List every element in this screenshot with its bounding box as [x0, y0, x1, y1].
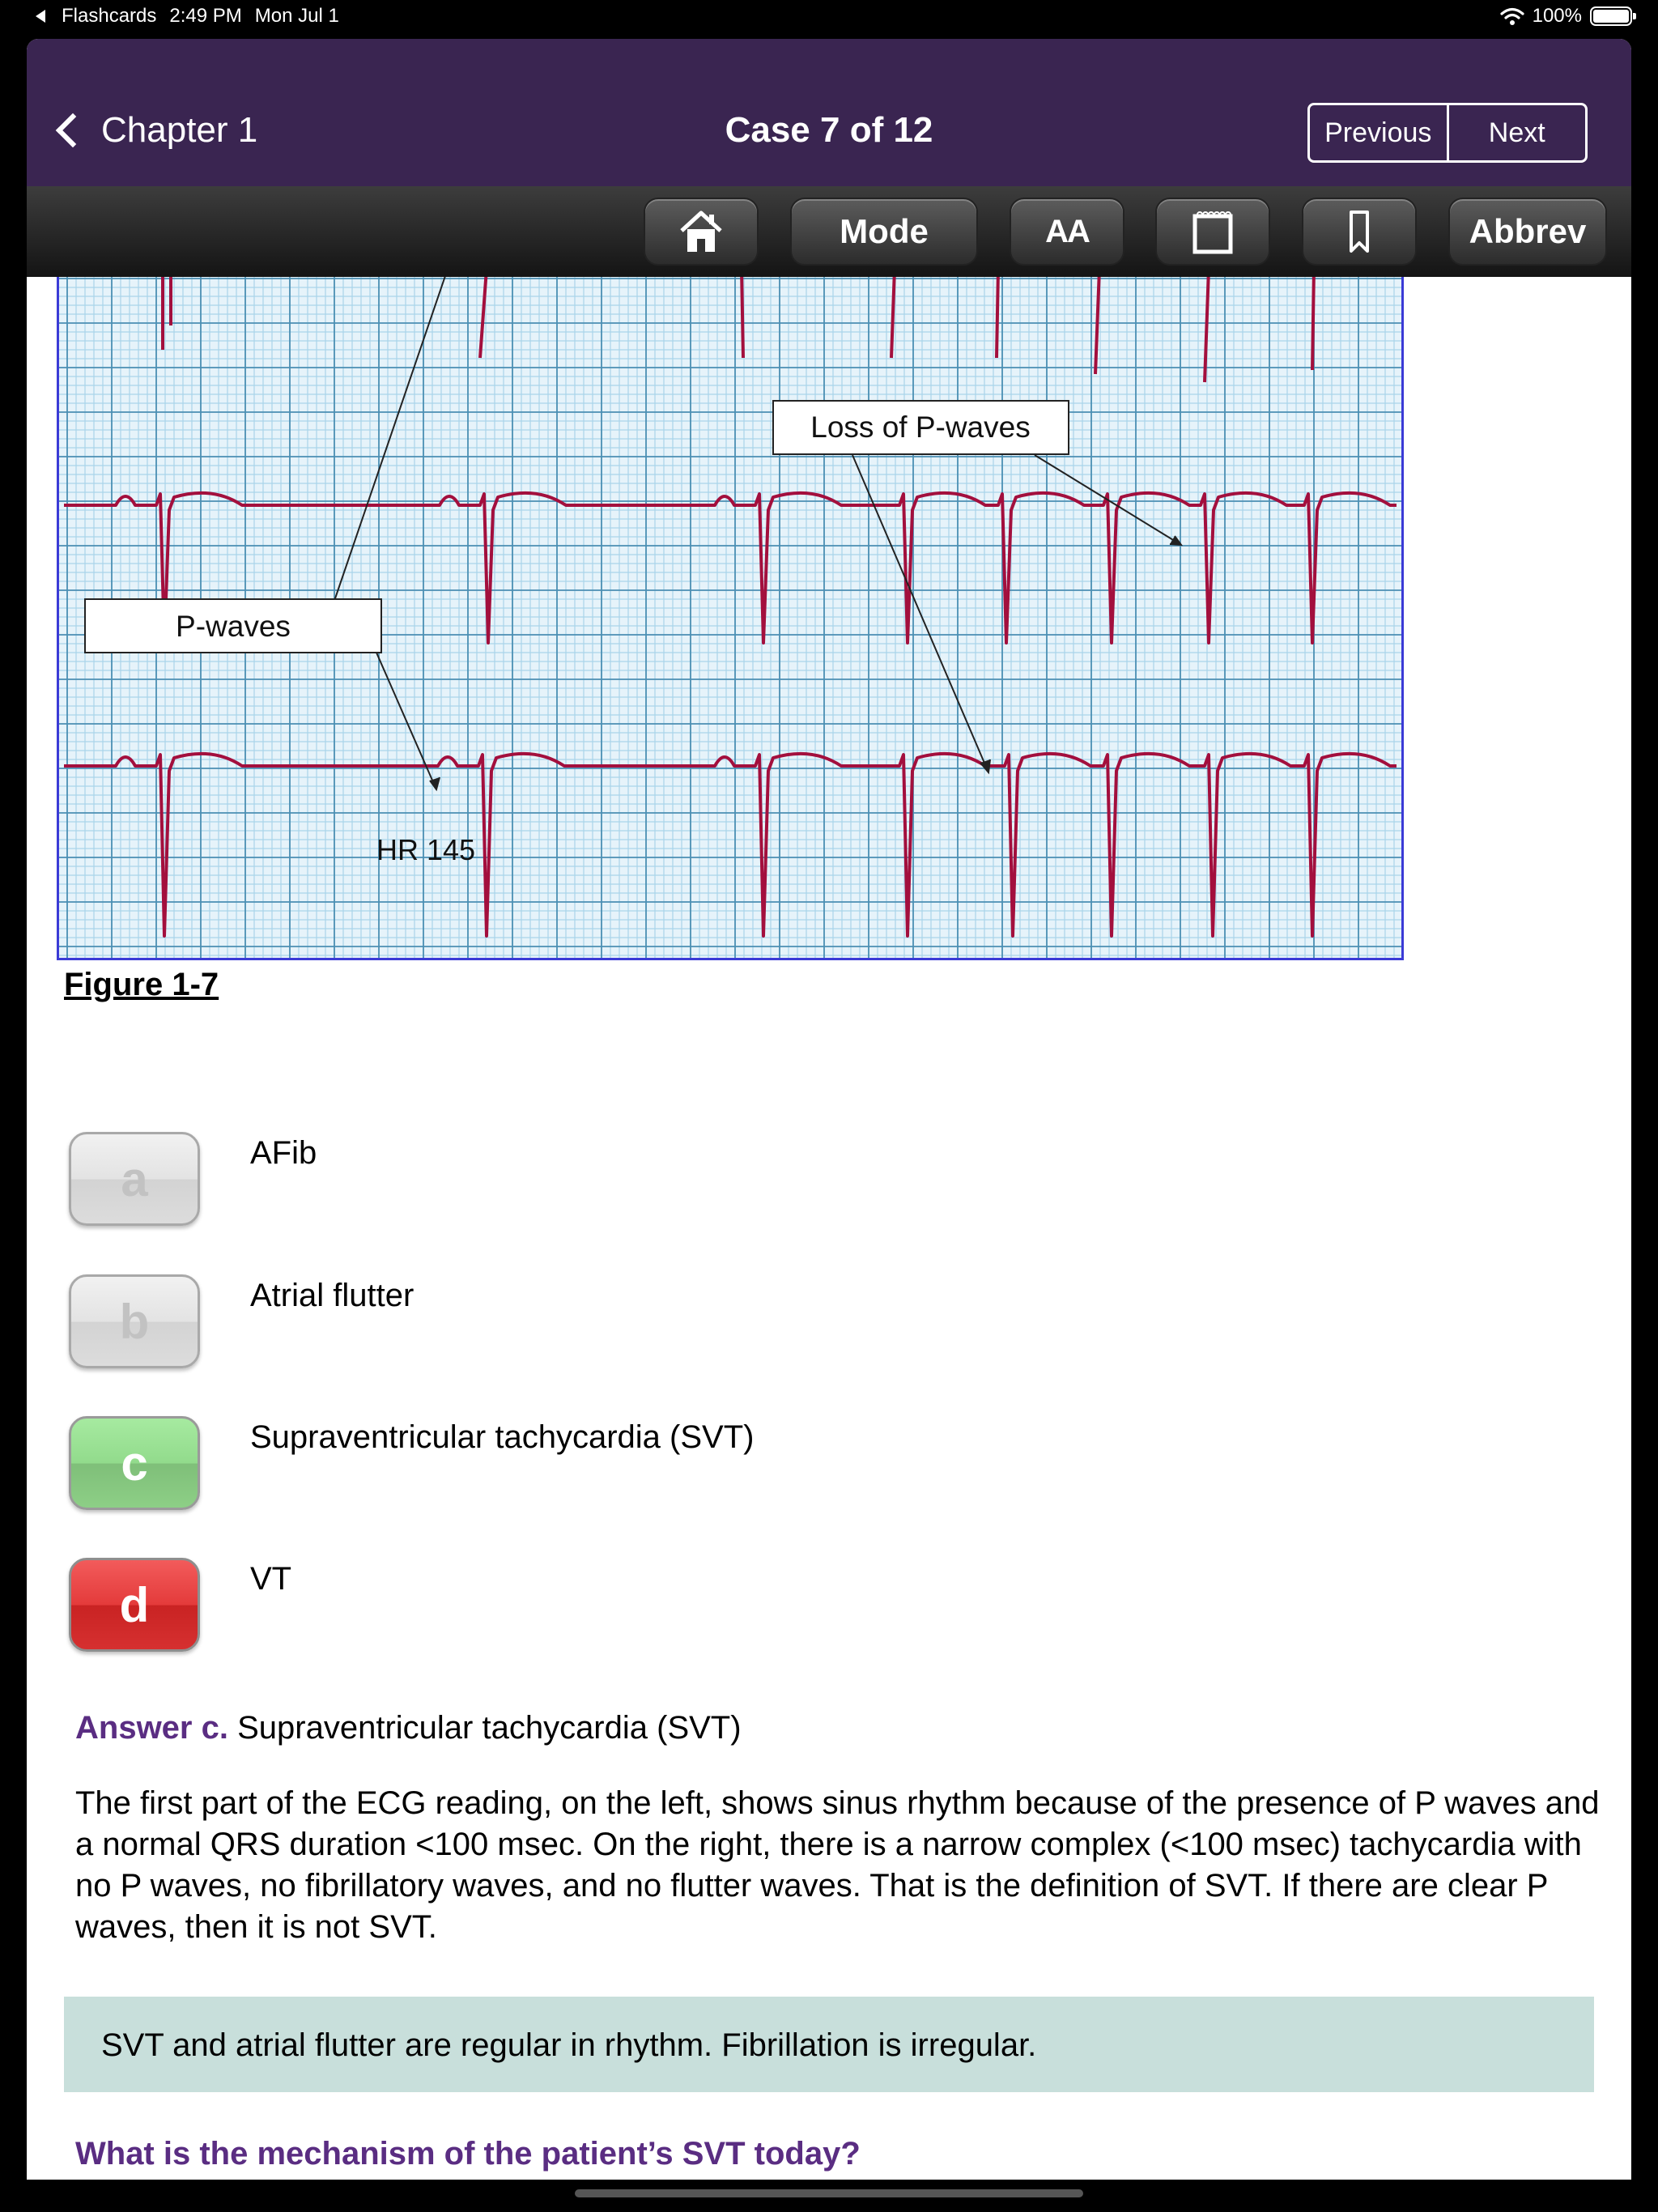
battery-percent: 100% [1532, 5, 1582, 27]
app-window [27, 39, 1631, 2180]
font-size-label: AA [1045, 213, 1089, 249]
status-date: Mon Jul 1 [254, 5, 339, 27]
figure-caption: Figure 1-7 [64, 967, 219, 1002]
follow-up-question: What is the mechanism of the patient’s SVT today? [75, 2136, 861, 2172]
nav-bar [27, 39, 1631, 186]
back-to-app-icon[interactable] [36, 10, 45, 23]
bookmark-button[interactable] [1302, 198, 1417, 266]
choice-a-button[interactable]: a [69, 1132, 200, 1226]
battery-icon [1590, 6, 1632, 26]
note-box: SVT and atrial flutter are regular in rhythm. Fibrillation is irregular. [64, 1997, 1594, 2092]
ecg-strip [59, 277, 1401, 960]
choice-c-text: Supraventricular tachycardia (SVT) [250, 1419, 755, 1455]
battery-fill [1593, 10, 1629, 23]
previous-button[interactable]: Previous [1310, 105, 1449, 160]
page-title: Case 7 of 12 [725, 110, 933, 150]
answer-lead: Answer c. [75, 1710, 228, 1746]
explanation-text: The first part of the ECG reading, on the left, shows sinus rhythm because of the presence of P waves and a normal QRS duration <100 msec. On the right, there is a narrow complex (<100 msec) tachycardia with no P waves, no fibrillatory waves, and no flutter waves. That is the definition of SVT. If there are clear P waves, then it is not SVT. [75, 1785, 1600, 1945]
choice-b-button[interactable]: b [69, 1274, 200, 1368]
loss-of-pwaves-label: Loss of P-waves [810, 410, 1031, 444]
status-time: 2:49 PM [169, 5, 242, 27]
bookmark-icon [1345, 209, 1374, 254]
choice-c[interactable] [69, 1416, 1202, 1510]
choice-a-text: AFib [250, 1135, 317, 1171]
back-button[interactable] [51, 110, 257, 151]
pwaves-label: P-waves [176, 610, 291, 643]
notepad-icon [1190, 208, 1235, 255]
status-bar [0, 0, 1658, 32]
notes-button[interactable] [1155, 198, 1270, 266]
content-area [27, 277, 1631, 2180]
abbrev-button[interactable]: Abbrev [1448, 198, 1607, 266]
heart-rate-label: HR 145 [376, 833, 476, 866]
font-size-button[interactable] [1010, 198, 1124, 266]
next-button[interactable]: Next [1488, 117, 1545, 148]
mode-button[interactable]: Mode [790, 198, 978, 266]
chevron-left-icon [56, 113, 90, 147]
pwaves-box [85, 599, 381, 653]
home-indicator[interactable] [575, 2189, 1083, 2197]
prev-next-control [1307, 103, 1588, 163]
choice-c-button[interactable]: c [69, 1416, 200, 1510]
home-button[interactable] [644, 198, 759, 266]
choice-d-text: VT [250, 1561, 292, 1597]
toolbar [27, 186, 1631, 277]
choice-a[interactable] [69, 1132, 1202, 1226]
loss-of-pwaves-box [773, 401, 1069, 454]
choice-b-text: Atrial flutter [250, 1278, 414, 1313]
home-icon [678, 208, 724, 255]
wifi-icon [1500, 6, 1524, 26]
ecg-figure [57, 277, 1404, 960]
choice-b[interactable] [69, 1274, 1202, 1368]
answer-line [75, 1710, 742, 1746]
choice-d[interactable] [69, 1558, 1202, 1652]
back-to-app-label[interactable]: Flashcards [62, 5, 157, 27]
choice-d-button[interactable]: d [69, 1558, 200, 1652]
answer-text: Supraventricular tachycardia (SVT) [237, 1710, 742, 1746]
back-button-label: Chapter 1 [101, 110, 258, 150]
